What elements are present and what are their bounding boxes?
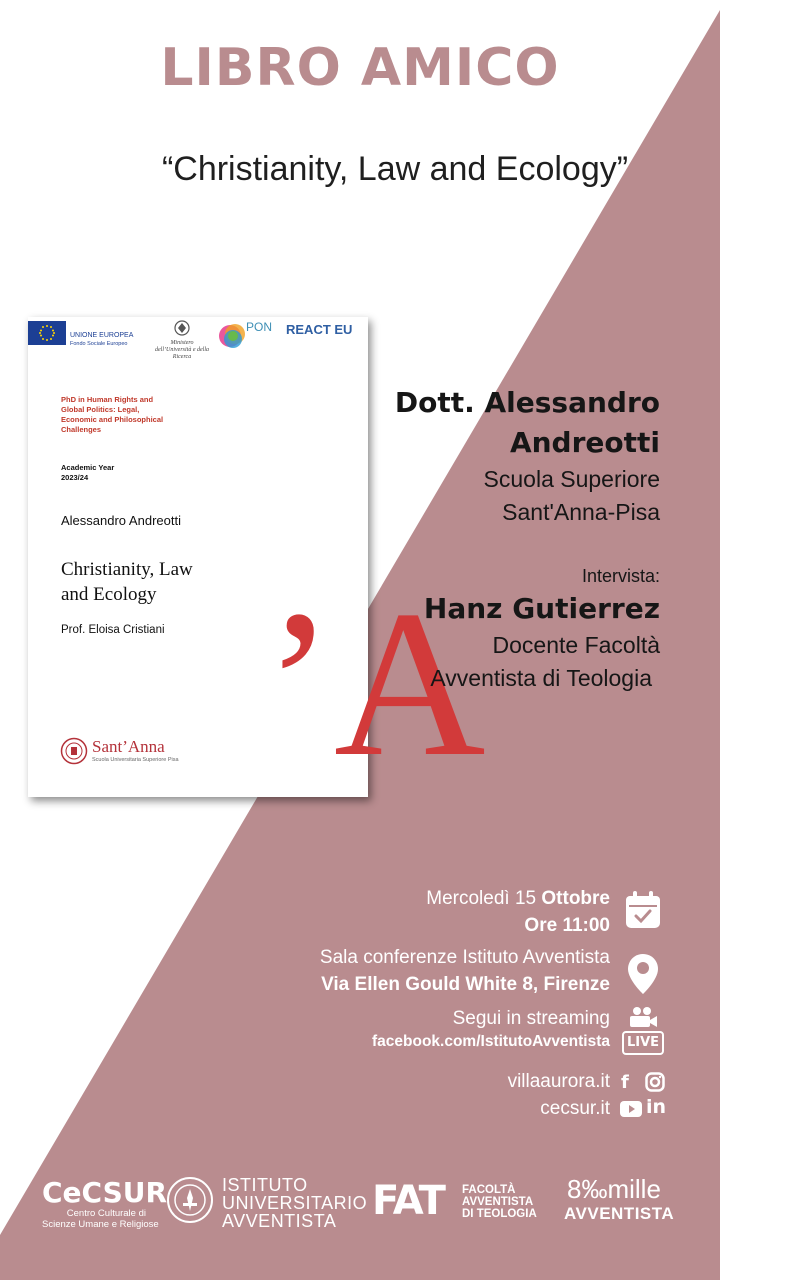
book-cover bbox=[28, 317, 486, 800]
cecsur-subtitle bbox=[42, 1208, 159, 1230]
live-camera-icon bbox=[628, 1006, 658, 1028]
eu-sublabel-text: Fondo Sociale Europeo bbox=[70, 341, 128, 347]
speaker-name-line2: Andreotti bbox=[509, 426, 660, 459]
calendar-icon bbox=[624, 890, 662, 930]
ministry-logo bbox=[152, 319, 212, 361]
location-pin-icon bbox=[626, 952, 660, 996]
event-time: Ore 11:00 bbox=[524, 915, 610, 936]
eu-label bbox=[70, 331, 133, 349]
website-villaaurora[interactable]: villaaurora.it bbox=[507, 1071, 610, 1092]
interviewer-affiliation-line2: Avventista di Teologia bbox=[430, 665, 652, 691]
eu-label-text: UNIONE EUROPEA bbox=[70, 332, 134, 339]
live-badge: LIVE bbox=[622, 1031, 664, 1055]
footer-logos bbox=[0, 1172, 720, 1232]
ministry-label: Ministero dell’Università e della Ricerca bbox=[155, 340, 209, 360]
book-author: Alessandro Andreotti bbox=[61, 513, 181, 528]
iua-seal-icon bbox=[166, 1176, 214, 1224]
fat-subtitle-line1: FACOLTÀ bbox=[462, 1184, 516, 1196]
poster-title: LIBRO AMICO bbox=[160, 38, 560, 98]
website-cecsur[interactable]: cecsur.it bbox=[540, 1098, 610, 1119]
event-streaming bbox=[372, 1005, 610, 1052]
academic-year-value: 2023/24 bbox=[61, 473, 89, 482]
iua-logo bbox=[222, 1176, 367, 1230]
event-datetime bbox=[426, 885, 610, 939]
event-day: Mercoledì 15 bbox=[426, 888, 537, 909]
academic-year-block bbox=[61, 463, 114, 483]
ministry-emblem-icon bbox=[172, 319, 192, 337]
fat-subtitle-line2: AVVENTISTA bbox=[462, 1196, 534, 1208]
linkedin-icon[interactable]: in bbox=[646, 1096, 667, 1118]
speaker-main bbox=[395, 383, 660, 529]
book-supervisor: Prof. Eloisa Cristiani bbox=[61, 624, 165, 636]
interview-label: Intervista: bbox=[581, 566, 660, 586]
fat-subtitle-line3: DI TEOLOGIA bbox=[462, 1208, 537, 1220]
publisher-sub: Scuola Universitaria Superiore Pisa bbox=[92, 757, 179, 763]
otto-mille-logo: 8‰mille bbox=[567, 1174, 661, 1204]
academic-year-label: Academic Year bbox=[61, 463, 115, 472]
iua-line1: ISTITUTO bbox=[222, 1175, 308, 1195]
react-eu-label: REACT EU bbox=[286, 322, 353, 337]
cecsur-logo: CeCSUR bbox=[42, 1176, 168, 1209]
event-venue bbox=[320, 944, 610, 998]
speaker-affiliation-line2: Sant'Anna-Pisa bbox=[502, 499, 660, 525]
streaming-label: Segui in streaming bbox=[452, 1008, 610, 1029]
fat-logo: FAT bbox=[372, 1178, 444, 1224]
book-title-subtitle: “Christianity, Law and Ecology” bbox=[161, 150, 629, 188]
interviewer bbox=[424, 566, 660, 695]
instagram-icon[interactable] bbox=[645, 1072, 665, 1092]
decorative-letter: ’A bbox=[264, 568, 486, 800]
interviewer-affiliation-line1: Docente Facoltà bbox=[492, 632, 660, 658]
facebook-icon[interactable]: f bbox=[621, 1072, 629, 1093]
book-title-line1: Christianity, Law bbox=[61, 559, 193, 580]
cecsur-subtitle-line1: Centro Culturale di bbox=[66, 1208, 146, 1219]
phd-program: PhD in Human Rights and Global Politics: Legal, Economic and Philosophical Challenges bbox=[61, 395, 164, 434]
speaker-name-line1: Dott. Alessandro bbox=[394, 386, 660, 419]
venue-address: Via Ellen Gould White 8, Firenze bbox=[321, 974, 610, 995]
cecsur-subtitle-line2: Scienze Umane e Religiose bbox=[42, 1219, 159, 1230]
eu-flag-icon bbox=[28, 321, 66, 345]
pon-logo-icon bbox=[218, 321, 248, 351]
publisher-name: Sant’Anna bbox=[92, 737, 165, 756]
book-title bbox=[61, 557, 241, 607]
iua-line2: UNIVERSITARIO bbox=[222, 1193, 368, 1213]
interviewer-name: Hanz Gutierrez bbox=[423, 592, 660, 625]
book-title-line2: and Ecology bbox=[61, 584, 157, 605]
santanna-seal-icon bbox=[60, 737, 88, 765]
youtube-icon[interactable] bbox=[620, 1101, 642, 1117]
websites bbox=[508, 1068, 610, 1122]
pon-label: PON bbox=[246, 320, 273, 334]
streaming-link[interactable]: facebook.com/IstitutoAvventista bbox=[371, 1033, 610, 1050]
event-month: Ottobre bbox=[541, 888, 610, 909]
fat-subtitle bbox=[462, 1184, 537, 1220]
speaker-affiliation-line1: Scuola Superiore bbox=[483, 466, 660, 492]
otto-mille-subtitle: AVVENTISTA bbox=[564, 1204, 675, 1223]
iua-line3: AVVENTISTA bbox=[222, 1211, 337, 1231]
venue-name: Sala conferenze Istituto Avventista bbox=[319, 947, 610, 968]
